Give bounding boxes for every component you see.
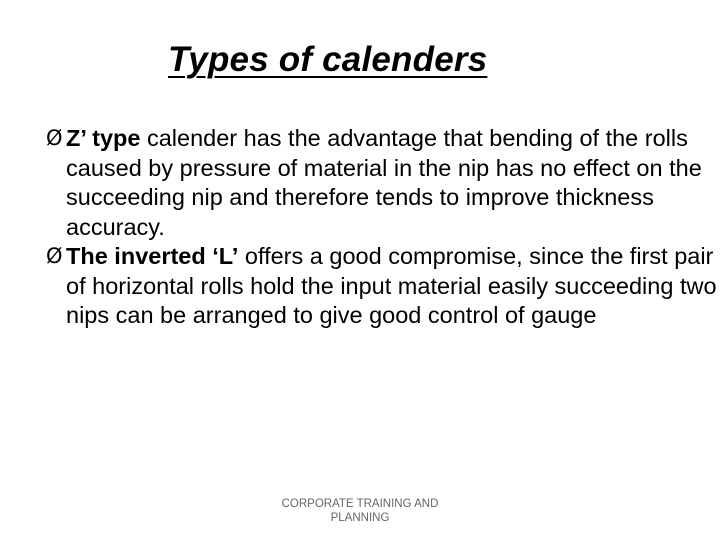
arrow-bullet-icon: Ø <box>46 244 63 268</box>
footer-line-1: CORPORATE TRAINING AND <box>281 498 439 510</box>
slide-footer <box>260 497 460 525</box>
bullet-text: offers a good compromise, since the first pair of horizontal rolls hold the input material easily succeeding two nips can be arranged to give good control of gauge <box>66 243 717 328</box>
bullet-item-inverted-l <box>46 242 718 331</box>
bullet-lead: Z’ type <box>66 125 141 151</box>
bullet-list <box>46 124 718 331</box>
slide-title: Types of calenders <box>168 40 488 79</box>
bullet-lead: The inverted ‘L’ <box>66 243 239 269</box>
bullet-text: calender has the advantage that bending of the rolls caused by pressure of material in the nip has no effect on the succeeding nip and therefore tends to improve thickness accuracy. <box>66 125 702 240</box>
footer-line-2: PLANNING <box>330 512 390 524</box>
arrow-bullet-icon: Ø <box>46 126 63 150</box>
bullet-item-z-type <box>46 124 718 242</box>
